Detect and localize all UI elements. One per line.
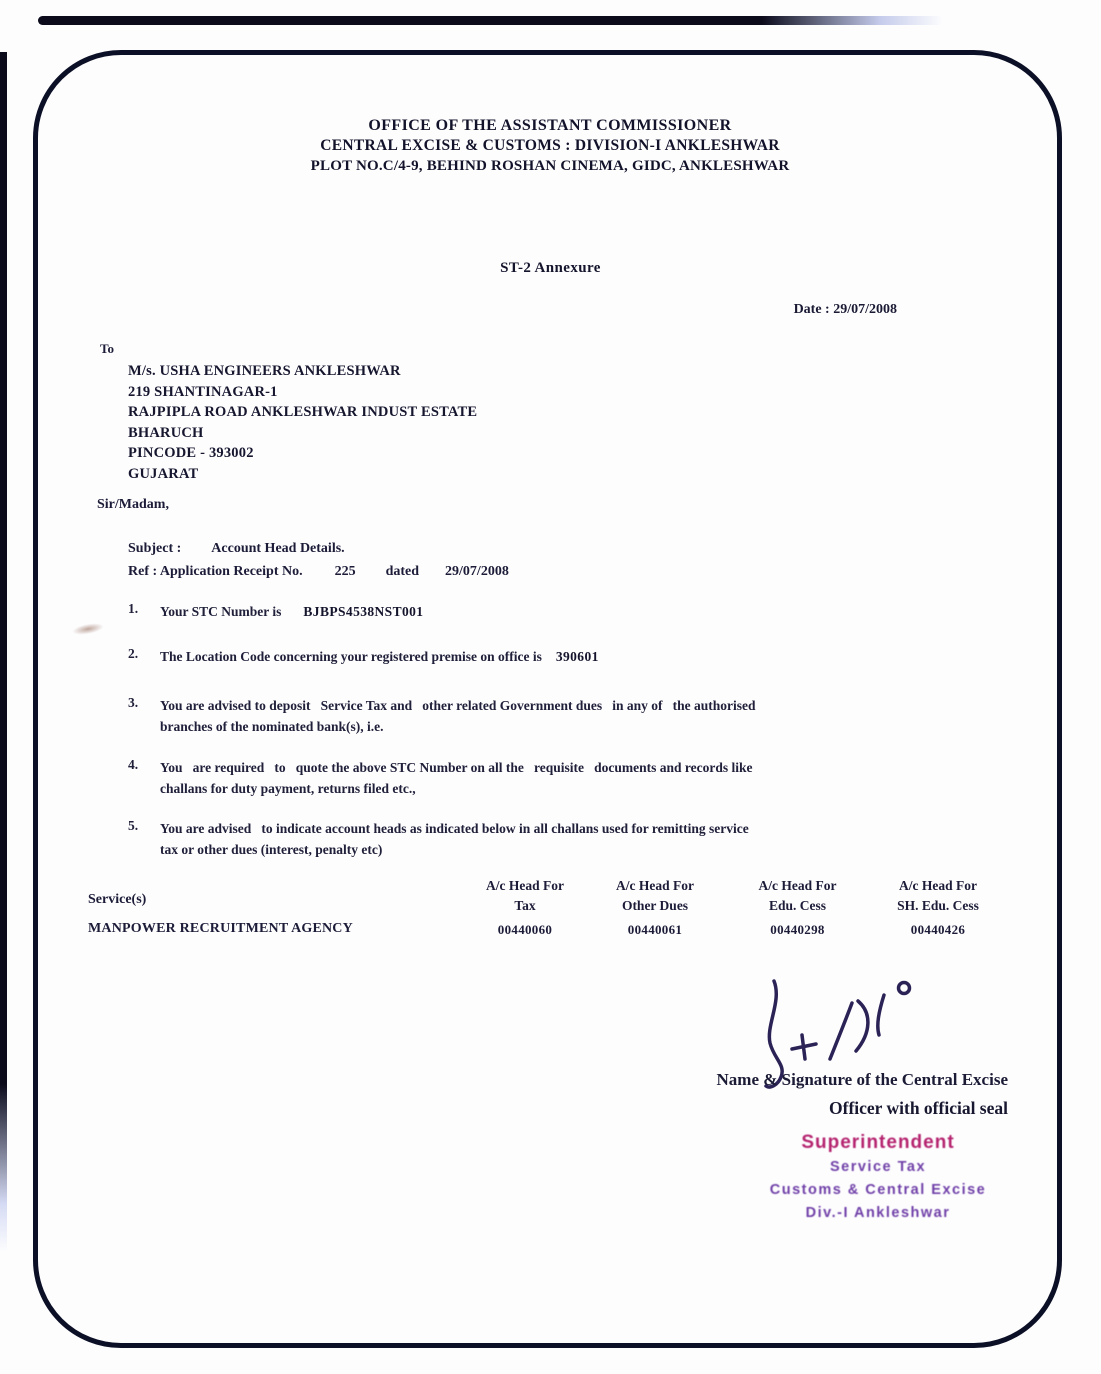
table-cell-edu-cess-code: 00440298 [770, 922, 825, 937]
point-number: 5. [128, 818, 139, 833]
point-4-line1: You are required to quote the above STC Number on all the requisite documents and records like [160, 760, 753, 775]
salutation: Sir/Madam, [97, 497, 169, 512]
location-code: 390601 [555, 649, 599, 664]
office-address: PLOT NO.C/4-9, BEHIND ROSHAN CINEMA, GIDC, ANKLESHWAR [310, 158, 790, 174]
address-state: GUJARAT [128, 465, 199, 482]
signature-caption-line2: Officer with official seal [829, 1098, 1008, 1118]
point-3-line1: You are advised to deposit Service Tax and other related Government dues in any of the authorised [160, 698, 756, 713]
ref-dated-label: dated [385, 564, 420, 579]
table-row-service-name: MANPOWER RECRUITMENT AGENCY [88, 921, 353, 936]
point-5-line2: tax or other dues (interest, penalty etc) [160, 842, 383, 857]
stamp-line-service-tax: Service Tax [829, 1159, 927, 1175]
address-line: RAJPIPLA ROAD ANKLESHWAR INDUST ESTATE [128, 404, 478, 420]
point-number: 3. [128, 695, 139, 710]
document-title: ST-2 Annexure [500, 260, 601, 276]
address-pincode: PINCODE - 393002 [128, 445, 254, 461]
point-5-line1: You are advised to indicate account heads as indicated below in all challans used for remitting service [160, 821, 749, 836]
date-value: 29/07/2008 [833, 302, 897, 317]
address-line: 219 SHANTINAGAR-1 [128, 383, 278, 400]
recipient-name: M/s. USHA ENGINEERS ANKLESHWAR [128, 363, 401, 379]
table-cell-sh-edu-cess-code: 00440426 [910, 922, 966, 937]
point-number: 1. [128, 601, 139, 616]
table-header-edu-cess: A/c Head For Edu. Cess [758, 878, 837, 913]
stc-number: BJBPS4538NST001 [303, 604, 424, 619]
point-4-line2: challans for duty payment, returns filed etc., [160, 781, 416, 796]
table-header-tax: A/c Head For Tax [486, 878, 564, 913]
table-header-sh-edu-cess: A/c Head For SH. Edu. Cess [897, 878, 979, 913]
date-line [794, 302, 897, 318]
ref-date: 29/07/2008 [445, 564, 509, 579]
recipient-address-block [128, 361, 477, 484]
signature-caption-line1: Name & Signature of the Central Excise [716, 1070, 1008, 1089]
ref-label: Ref : Application Receipt No. [128, 564, 303, 579]
reference-line [128, 564, 509, 580]
point-2-text: The Location Code concerning your registered premise on office is [160, 649, 542, 664]
date-label: Date : [793, 302, 830, 317]
office-name: OFFICE OF THE ASSISTANT COMMISSIONER [368, 117, 732, 134]
subject-label: Subject : [128, 541, 182, 556]
point-3-line2: branches of the nominated bank(s), i.e. [160, 719, 384, 734]
subject-value: Account Head Details. [211, 541, 345, 556]
scan-smudge [71, 621, 104, 636]
point-number: 2. [128, 646, 139, 661]
table-header-other-dues: A/c Head For Other Dues [616, 878, 694, 913]
official-stamp [728, 1130, 1028, 1225]
subject-line [128, 541, 345, 557]
table-header-services: Service(s) [88, 892, 147, 907]
point-number: 4. [128, 757, 139, 772]
to-label: To [100, 341, 114, 356]
ref-number: 225 [334, 564, 356, 579]
stamp-designation: Superintendent [801, 1132, 955, 1153]
stamp-line-customs: Customs & Central Excise [769, 1182, 987, 1198]
point-1-text: Your STC Number is [160, 604, 282, 619]
address-line: BHARUCH [128, 424, 204, 441]
table-cell-other-dues-code: 00440061 [627, 922, 683, 937]
stamp-line-division: Div.-I Ankleshwar [805, 1205, 951, 1221]
table-cell-tax-code: 00440060 [497, 922, 553, 937]
department-line: CENTRAL EXCISE & CUSTOMS : DIVISION-I ANKLESHWAR [320, 137, 780, 154]
letterhead [140, 116, 960, 176]
